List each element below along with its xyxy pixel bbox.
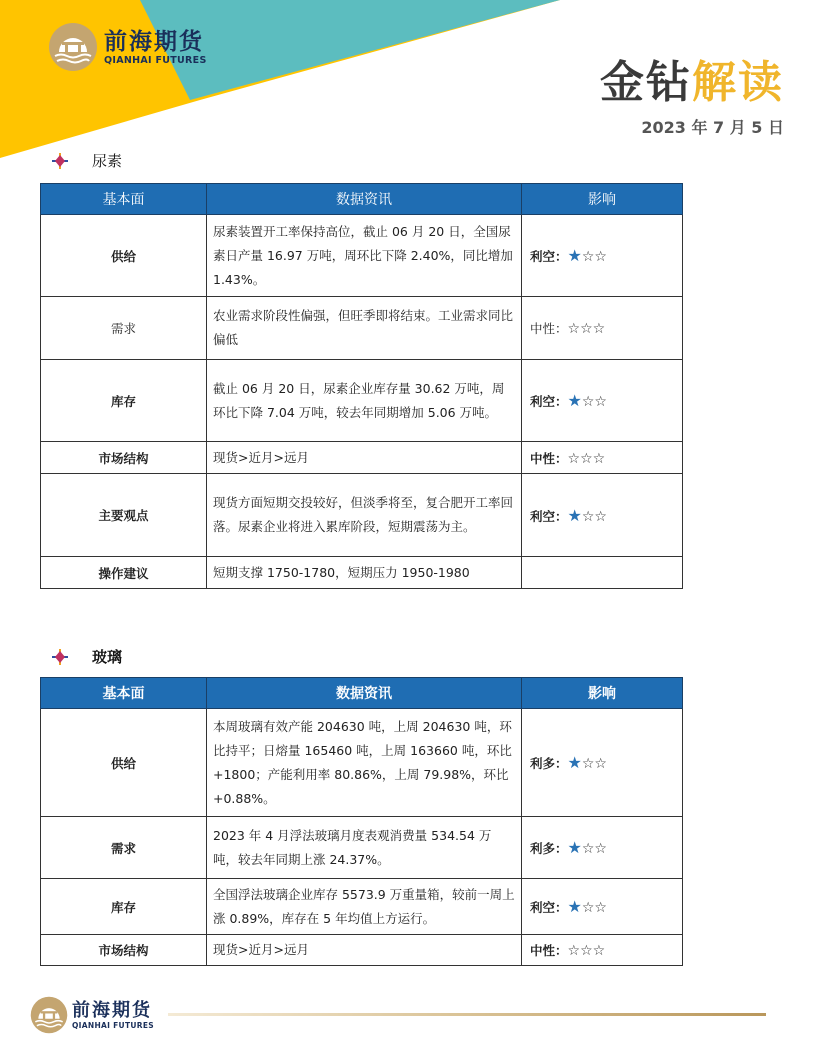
report-date: 2023 年 7 月 5 日 — [641, 118, 784, 137]
star-empty-icon: ☆ — [581, 508, 595, 525]
row-text: 短期支撑 1750-1780，短期压力 1950-1980 — [207, 557, 522, 589]
glass-table — [40, 677, 683, 966]
table-row — [41, 442, 683, 474]
impact-label: 中性： — [530, 450, 568, 466]
report-title-part1: 金钻 — [600, 57, 692, 108]
star-empty-icon: ☆ — [581, 394, 595, 410]
row-key: 需求 — [41, 817, 207, 879]
star-empty-icon: ☆ — [581, 900, 595, 916]
brand-name-en: QIANHAI FUTURES — [104, 54, 207, 66]
table-row — [41, 709, 683, 817]
row-impact — [522, 215, 683, 297]
row-text: 本周玻璃有效产能 204630 吨，上周 204630 吨，环比持平；日熔量 165460 吨，上周 163660 吨，环比+1800；产能利用率 80.86%，上周 79.98%，环比+0.88%。 — [207, 709, 522, 817]
impact-label: 利空： — [530, 508, 568, 524]
brand-name-en: QIANHAI FUTURES — [72, 1020, 154, 1030]
row-key: 操作建议 — [41, 557, 207, 589]
column-header: 基本面 — [41, 678, 207, 709]
star-empty-icon: ☆ — [594, 394, 607, 410]
section-bullet-icon — [50, 151, 70, 171]
brand-name-cn: 前海期货 — [104, 27, 204, 55]
row-key: 市场结构 — [41, 935, 207, 966]
qianhai-logo-icon — [48, 22, 98, 72]
table-row — [41, 474, 683, 557]
row-text: 农业需求阶段性偏强，但旺季即将结束。工业需求同比偏低 — [207, 297, 522, 360]
column-header: 影响 — [522, 678, 683, 709]
row-key: 库存 — [41, 879, 207, 935]
column-header: 数据资讯 — [207, 678, 522, 709]
row-text: 尿素装置开工率保持高位，截止 06 月 20 日，全国尿素日产量 16.97 万吨，周环比下降 2.40%，同比增加 1.43%。 — [207, 215, 522, 297]
table-row — [41, 879, 683, 935]
table-header-row — [41, 678, 683, 709]
impact-label: 利空： — [530, 394, 568, 409]
row-text: 现货方面短期交投较好，但淡季将至，复合肥开工率回落。尿素企业将进入累库阶段，短期震荡为主。 — [207, 474, 522, 557]
star-empty-icon: ☆ — [594, 900, 607, 916]
star-empty-icon: ☆ — [592, 450, 606, 467]
brand-logo — [48, 22, 207, 72]
star-empty-icon: ☆ — [567, 321, 581, 337]
table-row — [41, 817, 683, 879]
row-impact — [522, 360, 683, 442]
star-empty-icon: ☆ — [580, 943, 593, 959]
impact-label: 利多： — [530, 756, 568, 771]
report-title — [600, 46, 784, 110]
section-heading-glass — [50, 646, 122, 667]
table-row — [41, 360, 683, 442]
table-header-row — [41, 184, 683, 215]
column-header: 基本面 — [41, 184, 207, 215]
row-text: 现货>近月>远月 — [207, 935, 522, 966]
row-impact — [522, 817, 683, 879]
row-impact — [522, 935, 683, 966]
star-empty-icon: ☆ — [567, 943, 581, 959]
star-filled-icon: ★ — [567, 897, 582, 916]
footer-logo — [30, 996, 154, 1034]
row-text: 2023 年 4 月浮法玻璃月度表观消费量 534.54 万吨，较去年同期上涨 24.37%。 — [207, 817, 522, 879]
row-key: 库存 — [41, 360, 207, 442]
urea-table — [40, 183, 683, 589]
table-row — [41, 557, 683, 589]
impact-label: 中性： — [530, 943, 568, 958]
section-bullet-icon — [50, 647, 70, 667]
row-impact — [522, 474, 683, 557]
row-impact — [522, 557, 683, 589]
star-filled-icon: ★ — [567, 838, 582, 857]
star-filled-icon: ★ — [567, 246, 582, 265]
star-filled-icon: ★ — [567, 505, 582, 525]
star-empty-icon: ☆ — [592, 943, 606, 959]
row-impact — [522, 297, 683, 360]
row-impact — [522, 709, 683, 817]
row-text: 现货>近月>远月 — [207, 442, 522, 474]
column-header: 影响 — [522, 184, 683, 215]
star-empty-icon: ☆ — [592, 321, 606, 337]
star-empty-icon: ☆ — [580, 450, 593, 467]
section-heading-urea — [50, 150, 122, 171]
row-text: 全国浮法玻璃企业库存 5573.9 万重量箱，较前一周上涨 0.89%，库存在 5 年均值上方运行。 — [207, 879, 522, 935]
table-row — [41, 935, 683, 966]
section-title: 玻璃 — [92, 648, 123, 666]
star-filled-icon: ★ — [567, 391, 582, 410]
brand-name-cn: 前海期货 — [72, 999, 152, 1021]
star-empty-icon: ☆ — [581, 249, 595, 265]
row-text: 截止 06 月 20 日，尿素企业库存量 30.62 万吨，周环比下降 7.04 万吨，较去年同期增加 5.06 万吨。 — [207, 360, 522, 442]
impact-label: 利空： — [530, 900, 568, 915]
star-empty-icon: ☆ — [580, 321, 593, 337]
section-title: 尿素 — [92, 152, 123, 170]
star-filled-icon: ★ — [567, 753, 582, 772]
table-row — [41, 215, 683, 297]
star-empty-icon: ☆ — [581, 756, 595, 772]
star-empty-icon: ☆ — [594, 756, 607, 772]
impact-label: 中性： — [530, 321, 568, 336]
star-empty-icon: ☆ — [594, 249, 607, 265]
star-empty-icon: ☆ — [594, 841, 607, 857]
row-key: 主要观点 — [41, 474, 207, 557]
row-impact — [522, 879, 683, 935]
row-key: 供给 — [41, 215, 207, 297]
row-key: 需求 — [41, 297, 207, 360]
report-title-part2: 解读 — [692, 57, 784, 108]
star-empty-icon: ☆ — [567, 450, 581, 467]
column-header: 数据资讯 — [207, 184, 522, 215]
star-empty-icon: ☆ — [581, 841, 595, 857]
footer-divider — [168, 1013, 766, 1016]
qianhai-logo-icon — [30, 996, 68, 1034]
row-key: 供给 — [41, 709, 207, 817]
row-key: 市场结构 — [41, 442, 207, 474]
row-impact — [522, 442, 683, 474]
impact-label: 利多： — [530, 841, 568, 856]
star-empty-icon: ☆ — [594, 508, 607, 525]
impact-label: 利空： — [530, 249, 568, 264]
table-row — [41, 297, 683, 360]
